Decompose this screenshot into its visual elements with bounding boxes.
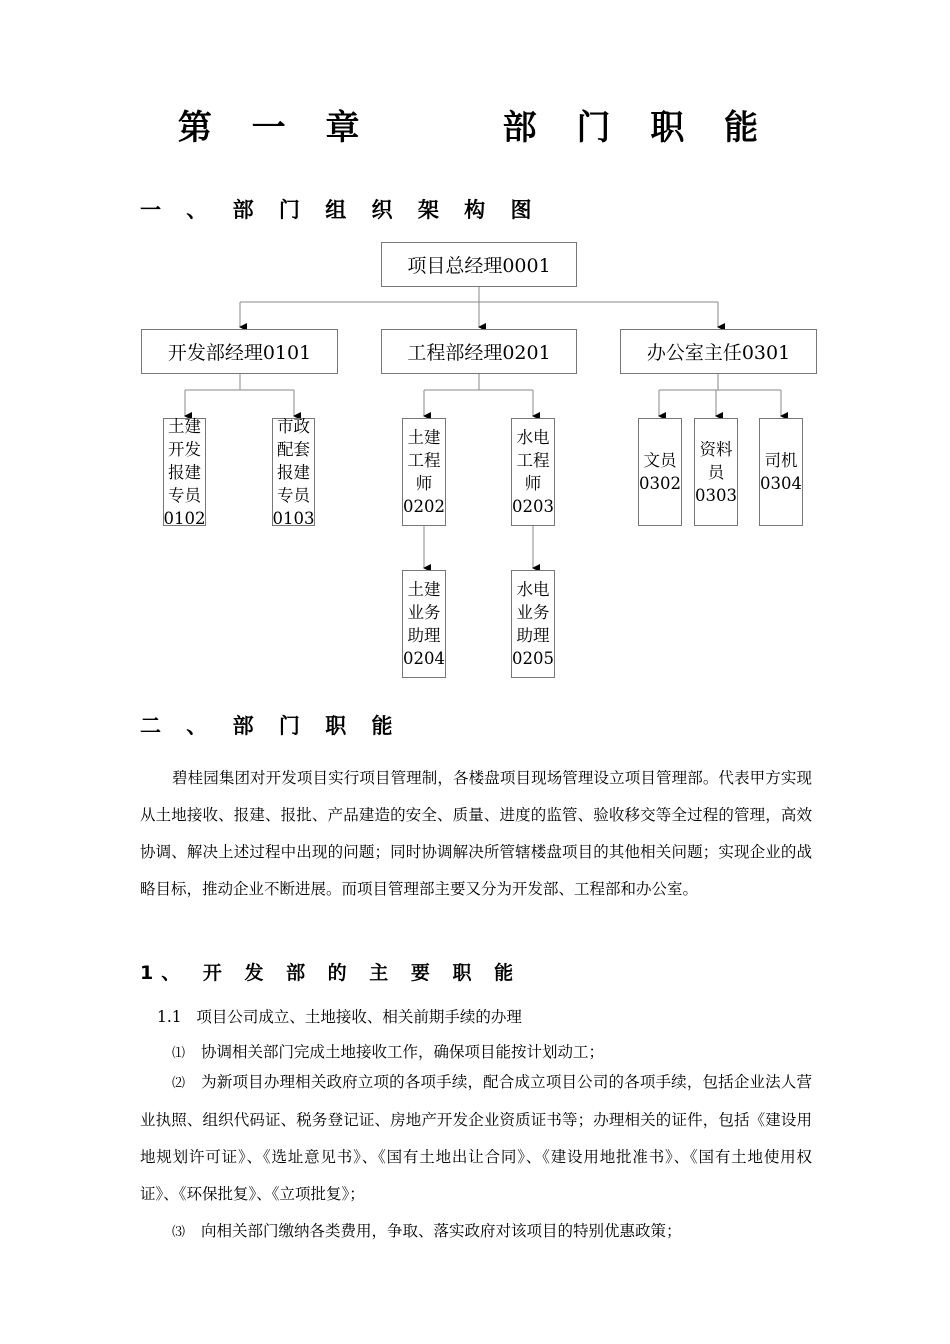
org-node-civil-assistant: 土建业务助理0204 xyxy=(402,570,446,678)
org-node-mep-engineer: 水电工程师0203 xyxy=(511,418,555,526)
org-node-municipal-specialist: 市政配套报建专员0103 xyxy=(272,416,315,528)
org-node-driver: 司机0304 xyxy=(759,418,803,526)
item-1-1-heading: 1.1 项目公司成立、土地接收、相关前期手续的办理 xyxy=(157,1008,522,1026)
org-node-office-director: 办公室主任0301 xyxy=(620,329,817,374)
org-node-mep-assistant: 水电业务助理0205 xyxy=(511,570,555,678)
section-heading-functions: 二 、 部 门 职 能 xyxy=(140,714,402,738)
chapter-title: 第 一 章 部 门 职 能 xyxy=(177,108,773,148)
list-item-text: 向相关部门缴纳各类费用，争取、落实政府对该项目的特别优惠政策； xyxy=(201,1222,682,1240)
list-item-text: 为新项目办理相关政府立项的各项手续，配合成立项目公司的各项手续，包括企业法人营业执照、组织代码证、税务登记证、房地产开发企业资质证书等；办理相关的证件，包括《建设用地规划许可证》、《选址意见书》、《国有土地出让合同》、《建设用地批准书》、《国有土地使用权证》、《环保批复》、《立项批复》； xyxy=(140,1073,812,1203)
list-item-number: ⑵ xyxy=(172,1076,186,1091)
list-item xyxy=(172,1219,682,1241)
org-node-dev-manager: 开发部经理0101 xyxy=(141,329,338,374)
sub-heading-dev-dept: 1、 开 发 部 的 主 要 职 能 xyxy=(140,962,522,984)
org-node-eng-manager: 工程部经理0201 xyxy=(381,329,577,374)
list-item-number: ⑴ xyxy=(172,1046,186,1061)
list-item-text: 协调相关部门完成土地接收工作，确保项目能按计划动工； xyxy=(201,1043,605,1061)
intro-paragraph: 碧桂园集团对开发项目实行项目管理制，各楼盘项目现场管理设立项目管理部。代表甲方实现从土地接收、报建、报批、产品建造的安全、质量、进度的监管、验收移交等全过程的管理，高效协调、解决上述过程中出现的问题；同时协调解决所管辖楼盘项目的其他相关问题；实现企业的战略目标，推动企业不断进展。而项目管理部主要又分为开发部、工程部和办公室。 xyxy=(140,769,812,898)
org-node-clerk: 文员0302 xyxy=(638,418,682,526)
org-node-archivist: 资料员0303 xyxy=(694,418,738,526)
list-item-number: ⑶ xyxy=(172,1225,186,1240)
list-item xyxy=(140,1064,812,1213)
section-heading-org-chart: 一 、 部 门 组 织 架 构 图 xyxy=(140,198,541,222)
org-node-civil-dev-specialist: 土建开发报建专员0102 xyxy=(163,416,206,528)
list-item xyxy=(172,1040,604,1062)
org-node-civil-engineer: 土建工程师0202 xyxy=(402,418,446,526)
org-node-general-manager: 项目总经理0001 xyxy=(381,242,577,287)
